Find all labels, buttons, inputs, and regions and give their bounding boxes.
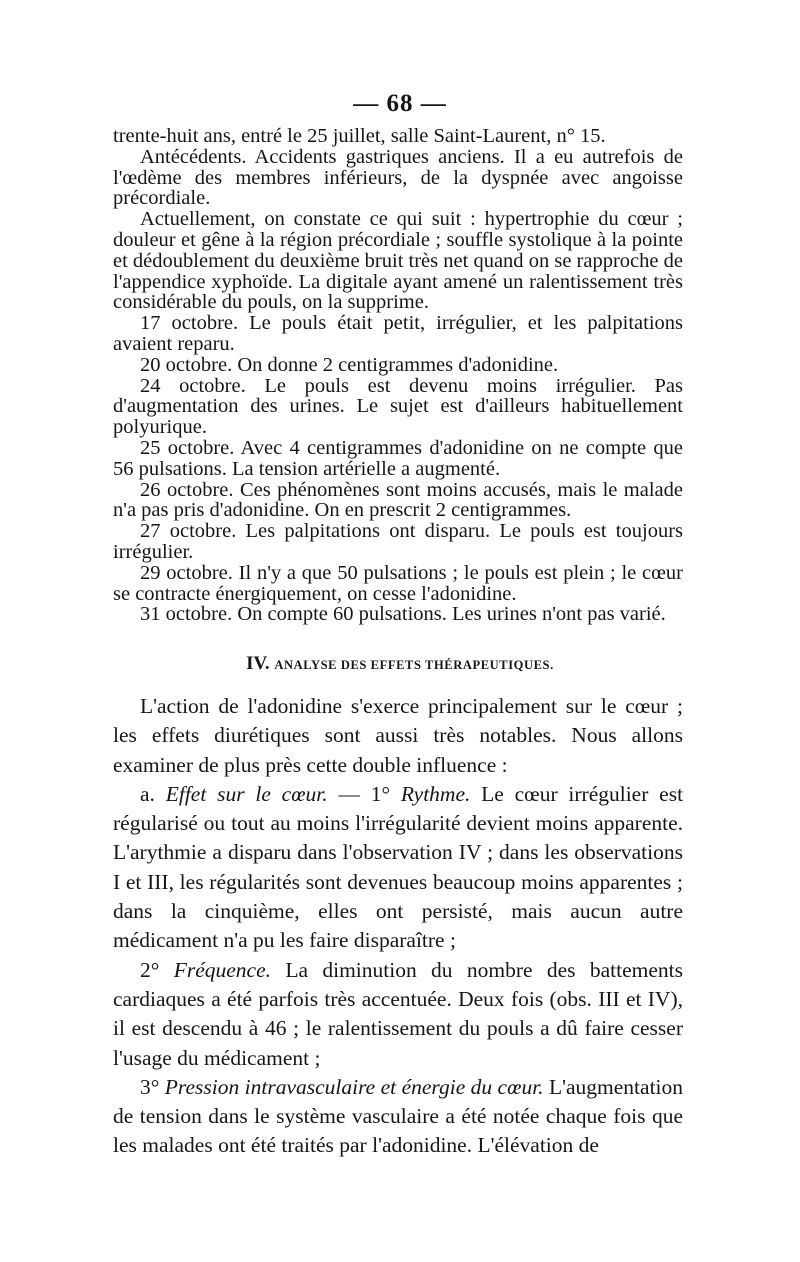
- paragraph-24-octobre: 24 octobre. Le pouls est devenu moins irrégulier. Pas d'augmentation des urines. Le sujet est d'ailleurs habituellement polyurique.: [113, 374, 683, 439]
- paragraph-text: Le cœur irrégulier est régularisé ou tout au moins l'irrégularité devient moins apparente. L'arythmie a disparu dans l'observation IV ; dans les observations I et III, les régularités sont devenues beaucoup moins apparentes ; dans la cinquième, elles ont persisté, mais aucun autre médicament n'a pu les faire disparaître ;: [113, 781, 684, 953]
- analysis-text: [113, 692, 683, 1161]
- paragraph-continuation: trente-huit ans, entré le 25 juillet, salle Saint-Laurent, n° 15.: [113, 125, 606, 147]
- paragraph-action: L'action de l'adonidine s'exerce principalement sur le cœur ; les effets diurétiques sont aussi très notables. Nous allons examiner de plus près cette double influence :: [113, 694, 683, 777]
- paragraph-text: La diminution du nombre des battements cardiaques a été parfois très accentuée. Deux fois (obs. III et IV), il est descendu à 46 ; le ralentissement du pouls a dû faire cesser l'usage du médicament ;: [113, 957, 684, 1070]
- item-label: 2°: [140, 957, 160, 982]
- paragraph-20-octobre: 20 octobre. On donne 2 centigrammes d'adonidine.: [140, 353, 559, 376]
- observation-text: [113, 126, 683, 625]
- item-label: — 1°: [338, 781, 391, 806]
- paragraph-pression: [113, 1073, 683, 1161]
- italic-term: Pression intravasculaire et énergie du cœur.: [164, 1074, 544, 1099]
- paragraph-actuellement: Actuellement, on constate ce qui suit : hypertrophie du cœur ; douleur et gêne à la région précordiale ; souffle systolique à la pointe et dédoublement du deuxième bruit très net quand on se rapproche de l'appendice xyphoïde. La digitale ayant amené un ralentissement très considérable du pouls, on la supprime.: [113, 208, 683, 314]
- paragraph-effet-coeur: [113, 780, 683, 956]
- section-number: IV.: [246, 653, 270, 674]
- paragraph-29-octobre: 29 octobre. Il n'y a que 50 pulsations ; le pouls est plein ; le cœur se contracte énergiquement, on cesse l'adonidine.: [113, 561, 683, 605]
- page-number: — 68 —: [353, 90, 447, 117]
- paragraph-25-octobre: 25 octobre. Avec 4 centigrammes d'adonidine on ne compte que 56 pulsations. La tension artérielle a augmenté.: [113, 436, 683, 480]
- paragraph-17-octobre: 17 octobre. Le pouls était petit, irrégulier, et les palpitations avaient reparu.: [113, 312, 683, 355]
- paragraph-antecedents: Antécédents. Accidents gastriques anciens. Il a eu autrefois de l'œdème des membres inférieurs, de la dyspnée avec angoisse précordiale.: [113, 145, 683, 210]
- paragraph-frequence: [113, 956, 683, 1073]
- paragraph-26-octobre: 26 octobre. Ces phénomènes sont moins accusés, mais le malade n'a pas pris d'adonidine. On en prescrit 2 centigrammes.: [113, 478, 683, 522]
- item-label: a.: [140, 781, 155, 806]
- item-label: 3°: [140, 1074, 160, 1099]
- italic-term: Effet sur le cœur.: [165, 781, 328, 806]
- paragraph-27-octobre: 27 octobre. Les palpitations ont disparu. Le pouls est toujours irrégulier.: [113, 520, 683, 563]
- section-title: ANALYSE DES EFFETS THÉRAPEUTIQUES.: [274, 658, 554, 672]
- italic-term: Fréquence.: [173, 957, 271, 982]
- paragraph-text: L'augmentation de tension dans le système vasculaire a été notée chaque fois que les malades ont été traités par l'adonidine. L'élévation de: [113, 1074, 684, 1158]
- section-heading: [0, 653, 800, 675]
- paragraph-31-octobre: 31 octobre. On compte 60 pulsations. Les urines n'ont pas varié.: [140, 603, 666, 626]
- italic-term: Rythme.: [400, 781, 471, 806]
